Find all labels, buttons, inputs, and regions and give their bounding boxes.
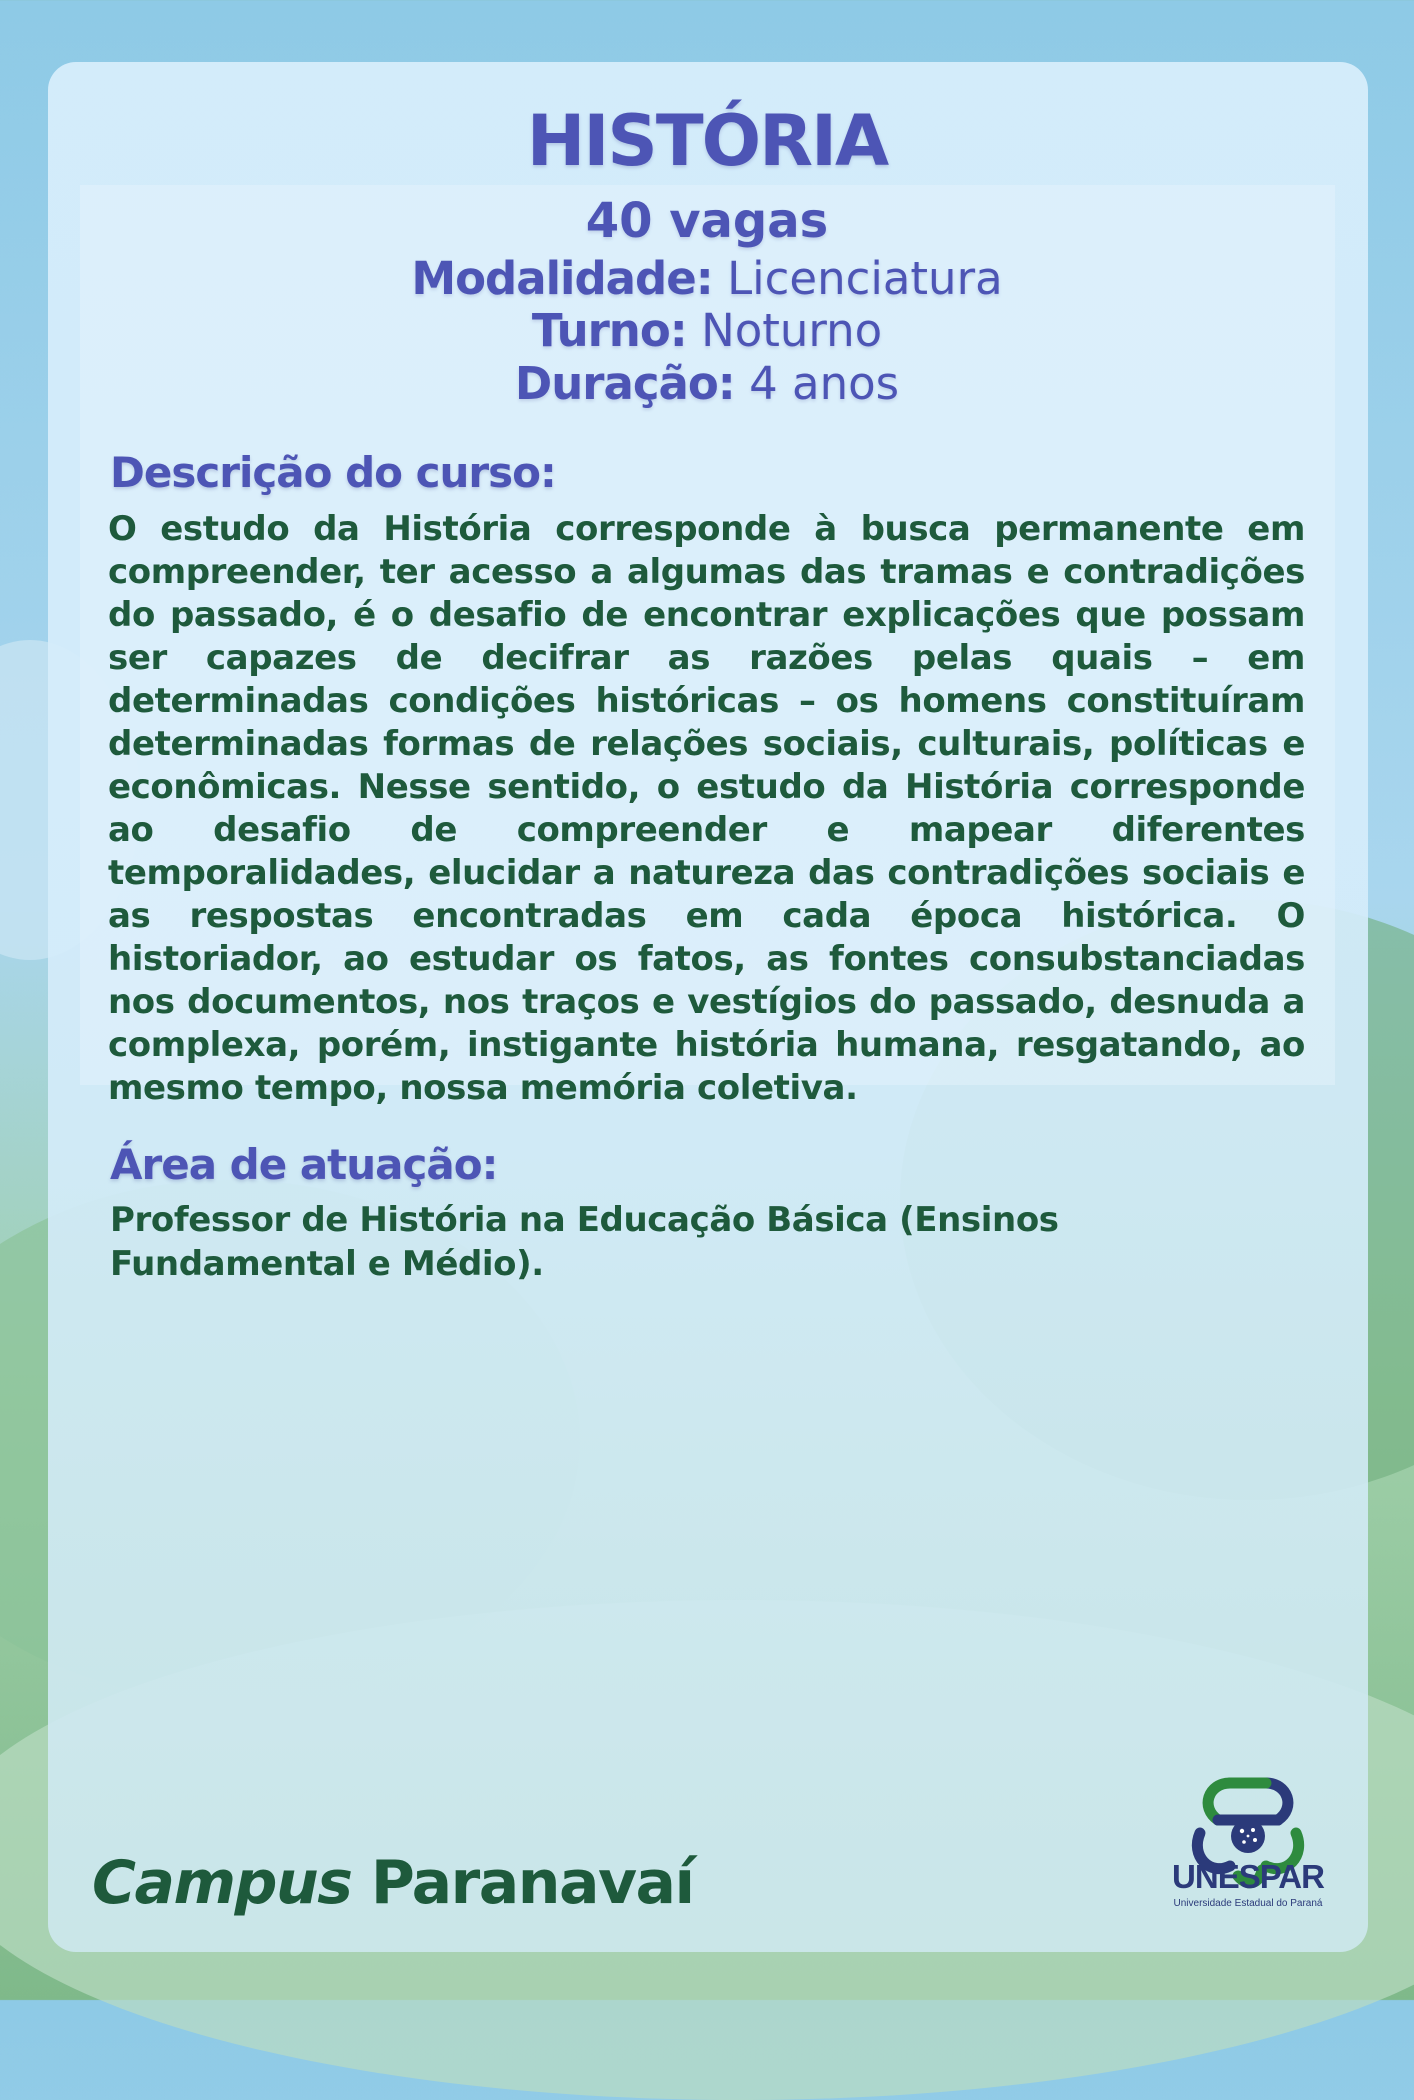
area-text: Professor de História na Educação Básica (Ensinos Fundamental e Médio). bbox=[110, 1200, 1059, 1284]
duracao-label: Duração: bbox=[514, 357, 735, 410]
campus-name: Paranavaí bbox=[370, 1848, 694, 1918]
modalidade-value: Licenciatura bbox=[727, 252, 1003, 305]
duracao bbox=[0, 357, 1414, 410]
campus-label bbox=[92, 1848, 694, 1918]
course-title: HISTÓRIA bbox=[526, 100, 888, 182]
turno bbox=[0, 304, 1414, 357]
description-text: O estudo da História corresponde à busca permanente em compreender, ter acesso a algumas das tramas e contradições do passado, é o desafio de encontrar explicações que possam ser capazes de decifrar as razões pelas quais – em determinadas condições históricas – os homens constituíram determinadas formas de relações sociais, culturais, políticas e econômicas. Nesse sentido, o estudo da História corresponde ao desafio de compreender e mapear diferentes temporalidades, elucidar a natureza das contradições sociais e as respostas encontradas em cada época histórica. O historiador, ao estudar os fatos, as fontes consubstanciadas nos documentos, nos traços e vestígios do passado, desnuda a complexa, porém, instigante história humana, resgatando, ao mesmo tempo, nossa memória coletiva. bbox=[108, 509, 1305, 1108]
logo-name: UNESPAR bbox=[1172, 1858, 1324, 1895]
unespar-logo-icon bbox=[1168, 1758, 1328, 1938]
modalidade bbox=[0, 252, 1414, 305]
area-heading: Área de atuação: bbox=[110, 1140, 498, 1189]
vagas: 40 vagas bbox=[585, 193, 829, 249]
logo-subtitle: Universidade Estadual do Paraná bbox=[1173, 1898, 1323, 1909]
campus-word: Campus bbox=[92, 1848, 352, 1918]
modalidade-label: Modalidade: bbox=[411, 252, 713, 305]
description-heading: Descrição do curso: bbox=[110, 448, 556, 497]
turno-value: Noturno bbox=[701, 304, 883, 357]
duracao-value: 4 anos bbox=[749, 357, 900, 410]
turno-label: Turno: bbox=[531, 304, 687, 357]
